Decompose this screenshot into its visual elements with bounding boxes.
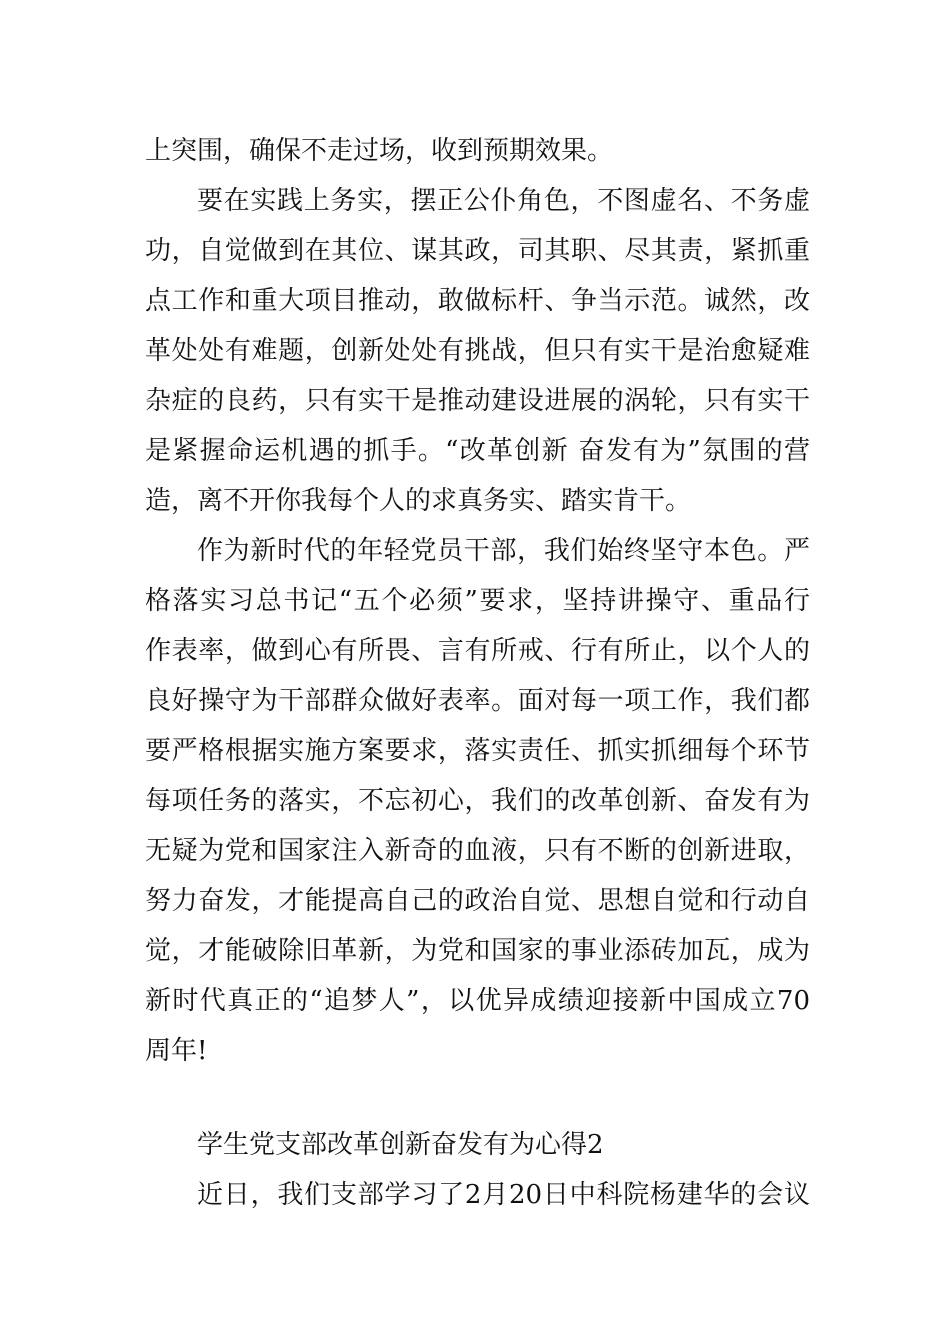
text-line: 每项任务的落实，不忘初心，我们的改革创新、奋发有为 — [145, 786, 810, 816]
text-line: 杂症的良药，只有实干是推动建设进展的涡轮，只有实干 — [145, 386, 810, 416]
paragraph-first-line: 作为新时代的年轻党员干部，我们始终坚守本色。严 — [197, 536, 810, 566]
text-line: 是紧握命运机遇的抓手。“改革创新 奋发有为”氛围的营 — [145, 436, 810, 466]
text-line: 格落实习总书记“五个必须”要求，坚持讲操守、重品行 — [145, 586, 810, 616]
text-line: 新时代真正的“追梦人”，以优异成绩迎接新中国成立70 — [145, 986, 810, 1016]
section-heading: 学生党支部改革创新奋发有为心得2 — [197, 1130, 604, 1160]
text-line: 上突围，确保不走过场，收到预期效果。 — [145, 136, 614, 166]
paragraph-first-line: 要在实践上务实，摆正公仆角色，不图虚名、不务虚 — [197, 186, 810, 216]
text-line: 点工作和重大项目推动，敢做标杆、争当示范。诚然，改 — [145, 286, 810, 316]
text-line: 良好操守为干部群众做好表率。面对每一项工作，我们都 — [145, 686, 810, 716]
text-line: 周年! — [145, 1036, 208, 1066]
paragraph-first-line: 近日，我们支部学习了2月20日中科院杨建华的会议 — [197, 1180, 810, 1210]
text-line: 作表率，做到心有所畏、言有所戒、行有所止，以个人的 — [145, 636, 810, 666]
text-line: 革处处有难题，创新处处有挑战，但只有实干是治愈疑难 — [145, 336, 810, 366]
text-line: 努力奋发，才能提高自己的政治自觉、思想自觉和行动自 — [145, 886, 810, 916]
text-line: 功，自觉做到在其位、谋其政，司其职、尽其责，紧抓重 — [145, 236, 810, 266]
text-line: 造，离不开你我每个人的求真务实、踏实肯干。 — [145, 486, 692, 516]
text-line: 要严格根据实施方案要求，落实责任、抓实抓细每个环节 — [145, 736, 810, 766]
text-line: 无疑为党和国家注入新奇的血液，只有不断的创新进取， — [145, 836, 810, 866]
text-line: 觉，才能破除旧革新，为党和国家的事业添砖加瓦，成为 — [145, 936, 810, 966]
